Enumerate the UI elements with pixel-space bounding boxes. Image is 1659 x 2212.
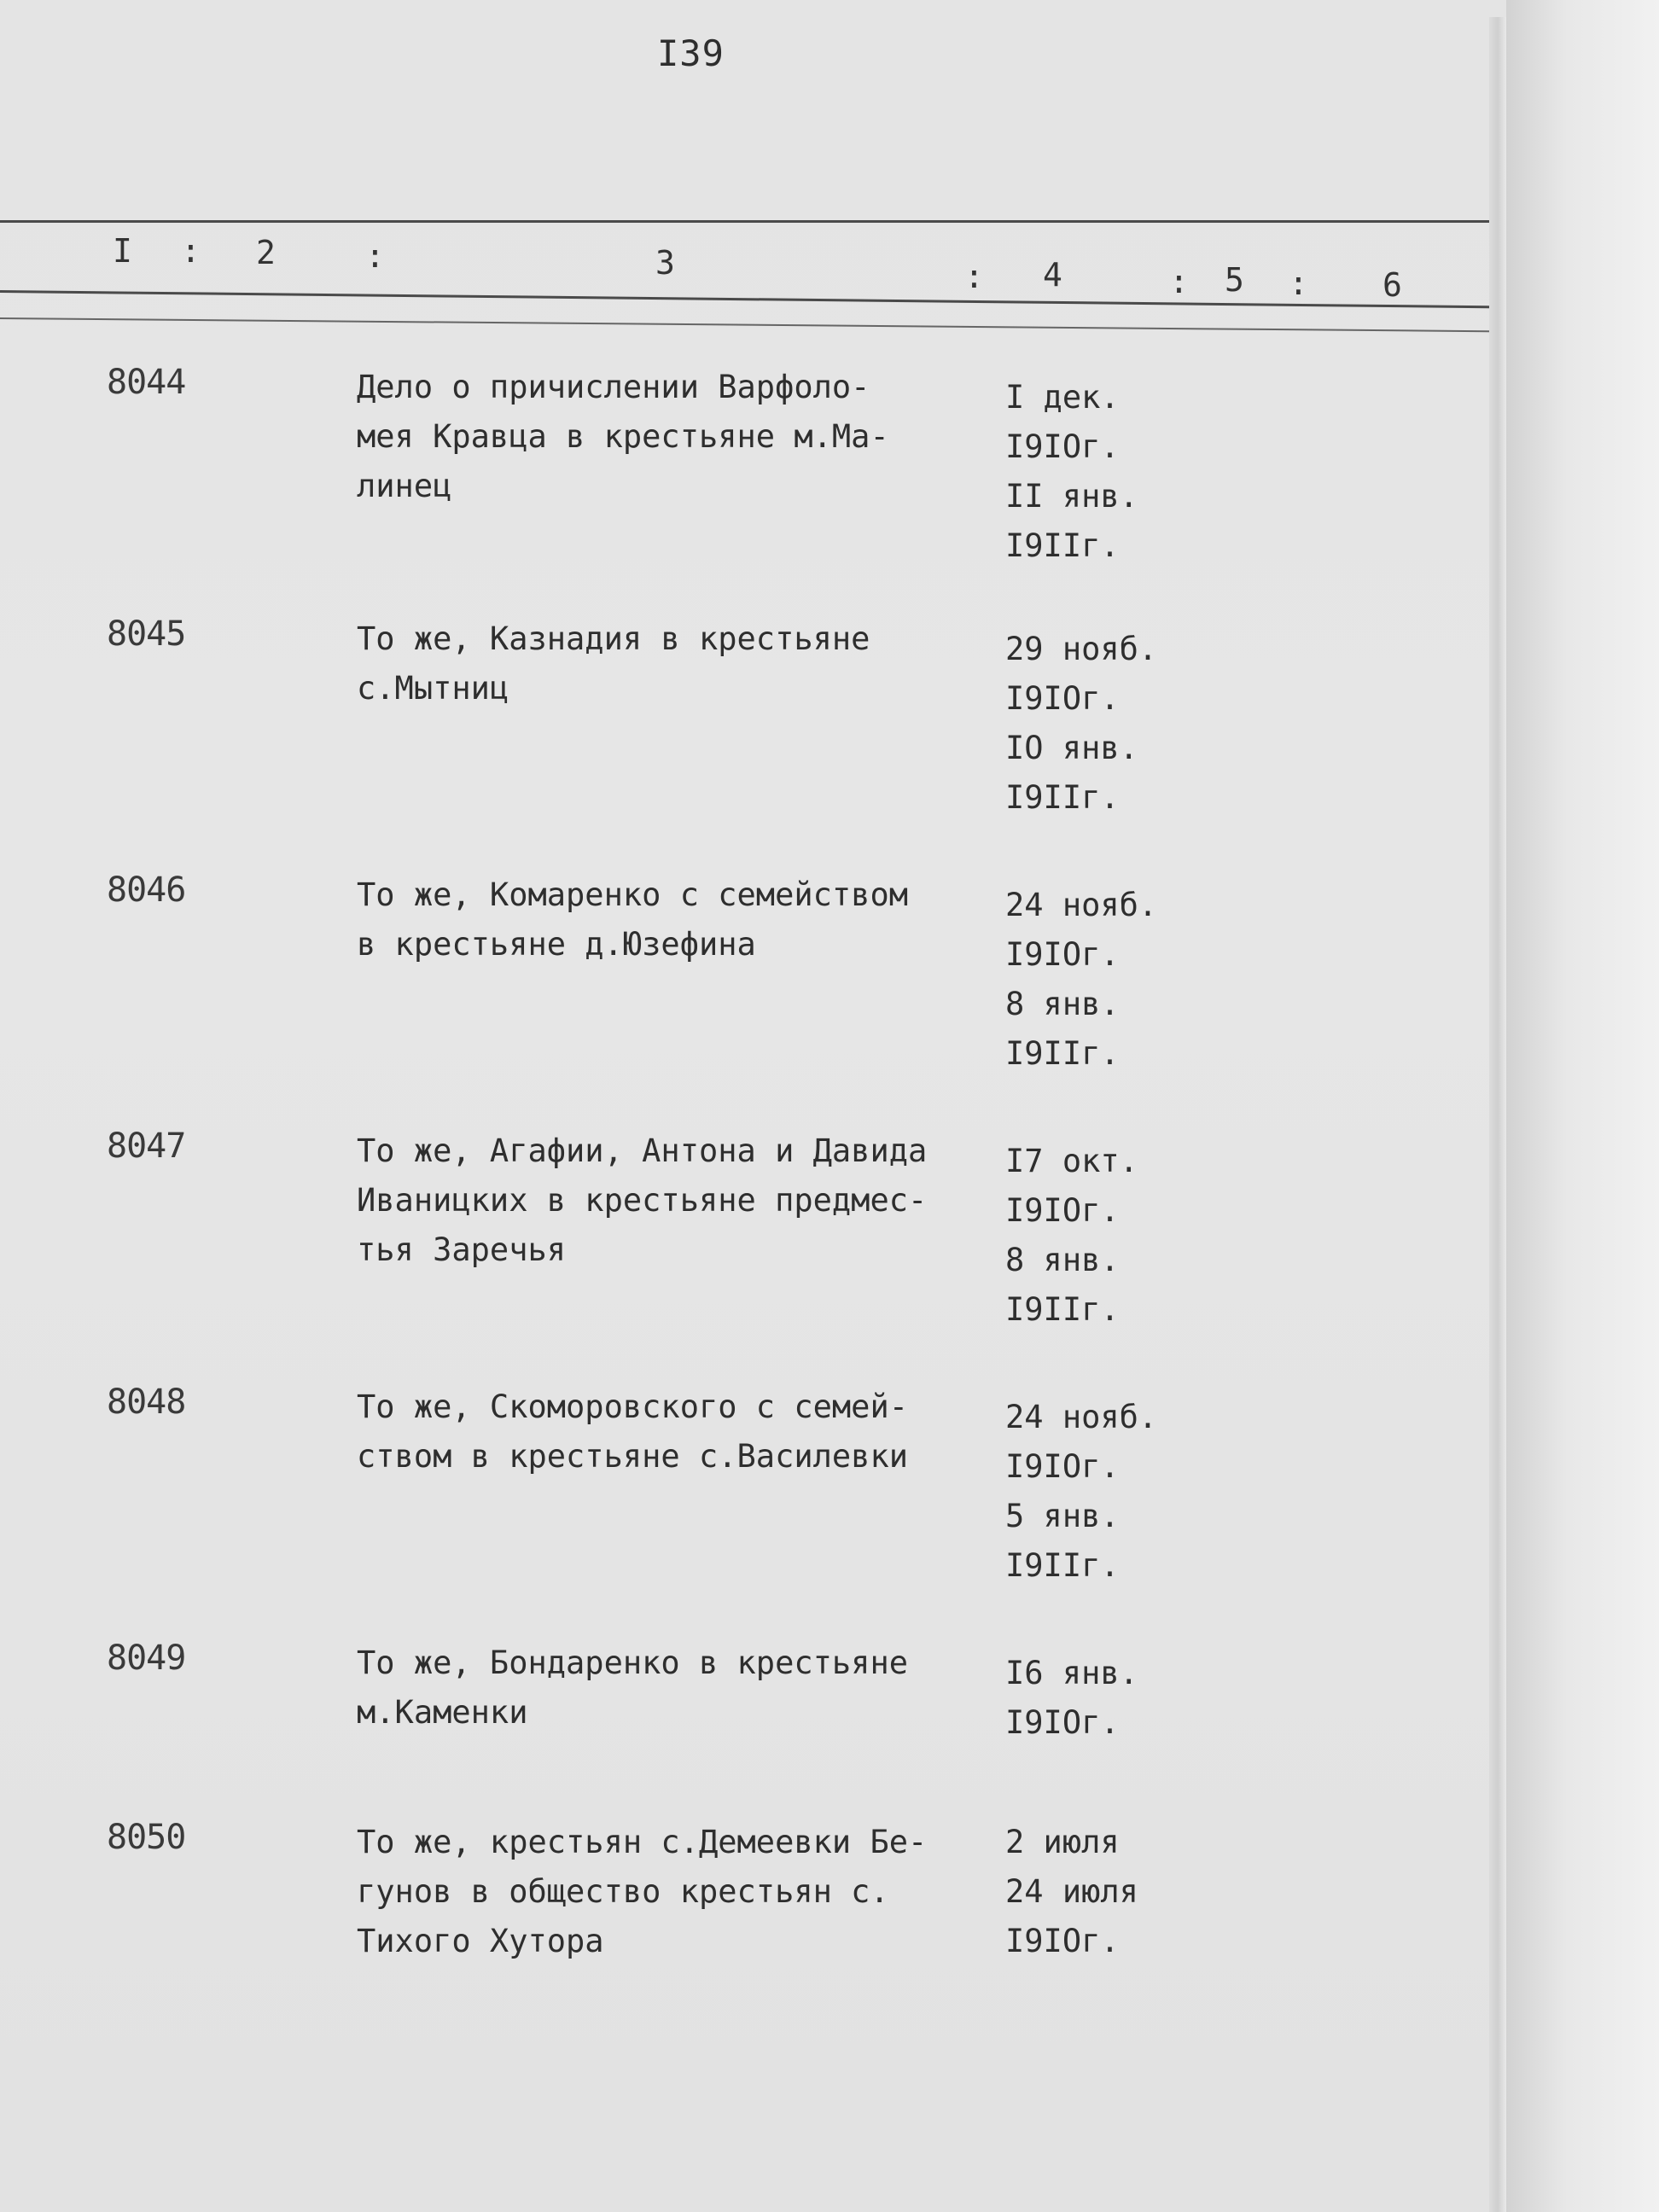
item-title: То же, Казнадия в крестьяне с.Мытниц bbox=[357, 620, 870, 707]
item-title: Дело о причислении Варфоло- мея Кравца в крестьяне м.Ма- линец bbox=[357, 369, 889, 504]
date-line: 5 янв. bbox=[1005, 1498, 1120, 1534]
date-line: I9IIг. bbox=[1005, 1035, 1120, 1072]
date-line: 24 июля bbox=[1005, 1873, 1138, 1910]
date-line: 2 июля bbox=[1005, 1824, 1120, 1860]
item-number: 8046 bbox=[107, 870, 186, 910]
item-dates bbox=[1005, 1649, 1138, 1748]
item-title: То же, крестьян с.Демеевки Бе- гунов в общество крестьян с. Тихого Хутора bbox=[357, 1824, 928, 1959]
item-number: 8049 bbox=[107, 1639, 186, 1678]
date-line: I9IOг. bbox=[1005, 1448, 1120, 1485]
item-number: 8048 bbox=[107, 1382, 186, 1422]
column-header-separator: : bbox=[1169, 263, 1189, 300]
date-line: 29 нояб. bbox=[1005, 631, 1158, 667]
item-title: То же, Скоморовского с семей- ством в крестьяне с.Василевки bbox=[357, 1388, 909, 1475]
date-line: I9IOг. bbox=[1005, 1704, 1120, 1741]
item-number: 8047 bbox=[107, 1126, 186, 1166]
header-lower-rule bbox=[0, 317, 1498, 332]
column-header-separator: : bbox=[181, 232, 201, 270]
item-dates bbox=[1005, 881, 1157, 1079]
item-number: 8050 bbox=[107, 1818, 186, 1857]
underlying-sheet bbox=[1506, 0, 1659, 2212]
date-line: I9IIг. bbox=[1005, 1291, 1120, 1328]
date-line: I9IOг. bbox=[1005, 680, 1120, 717]
column-header-separator: : bbox=[365, 237, 385, 275]
date-line: I9IOг. bbox=[1005, 428, 1120, 465]
date-line: I9IOг. bbox=[1005, 1192, 1120, 1229]
date-line: 24 нояб. bbox=[1005, 1399, 1158, 1435]
item-number: 8044 bbox=[107, 363, 186, 402]
page-edge-shadow bbox=[1489, 17, 1506, 2212]
item-dates bbox=[1005, 1137, 1138, 1335]
item-dates bbox=[1005, 1818, 1138, 1966]
date-line: 24 нояб. bbox=[1005, 887, 1158, 923]
date-line: IO янв. bbox=[1005, 730, 1138, 766]
item-title: То же, Комаренко с семейством в крестьяне д.Юзефина bbox=[357, 876, 909, 963]
page-number: I39 bbox=[657, 32, 725, 74]
column-header-4: 4 bbox=[1043, 256, 1062, 294]
column-header-separator: : bbox=[1289, 265, 1308, 302]
item-title: То же, Бондаренко в крестьяне м.Каменки bbox=[357, 1644, 909, 1731]
date-line: I9IIг. bbox=[1005, 1547, 1120, 1584]
column-header-5: 5 bbox=[1225, 261, 1244, 299]
item-dates bbox=[1005, 625, 1157, 823]
column-header-2: 2 bbox=[256, 234, 276, 271]
date-line: I9IOг. bbox=[1005, 1923, 1120, 1959]
column-header-separator: : bbox=[964, 258, 984, 295]
date-line: I7 окт. bbox=[1005, 1143, 1138, 1179]
date-line: I дек. bbox=[1005, 379, 1120, 416]
column-header-3: 3 bbox=[655, 244, 675, 282]
date-line: II янв. bbox=[1005, 478, 1138, 515]
date-line: I9IIг. bbox=[1005, 527, 1120, 564]
date-line: I6 янв. bbox=[1005, 1655, 1138, 1691]
date-line: 8 янв. bbox=[1005, 1242, 1120, 1278]
header-bottom-rule bbox=[0, 290, 1498, 308]
date-line: I9IIг. bbox=[1005, 779, 1120, 816]
header-top-rule bbox=[0, 220, 1498, 223]
column-header-1: I bbox=[113, 232, 132, 270]
item-title: То же, Агафии, Антона и Давида Иваницких в крестьяне предмес- тья Заречья bbox=[357, 1132, 928, 1268]
item-dates bbox=[1005, 1393, 1157, 1591]
item-dates bbox=[1005, 373, 1138, 571]
date-line: 8 янв. bbox=[1005, 986, 1120, 1022]
column-header-6: 6 bbox=[1382, 266, 1402, 304]
item-number: 8045 bbox=[107, 614, 186, 654]
date-line: I9IOг. bbox=[1005, 936, 1120, 973]
